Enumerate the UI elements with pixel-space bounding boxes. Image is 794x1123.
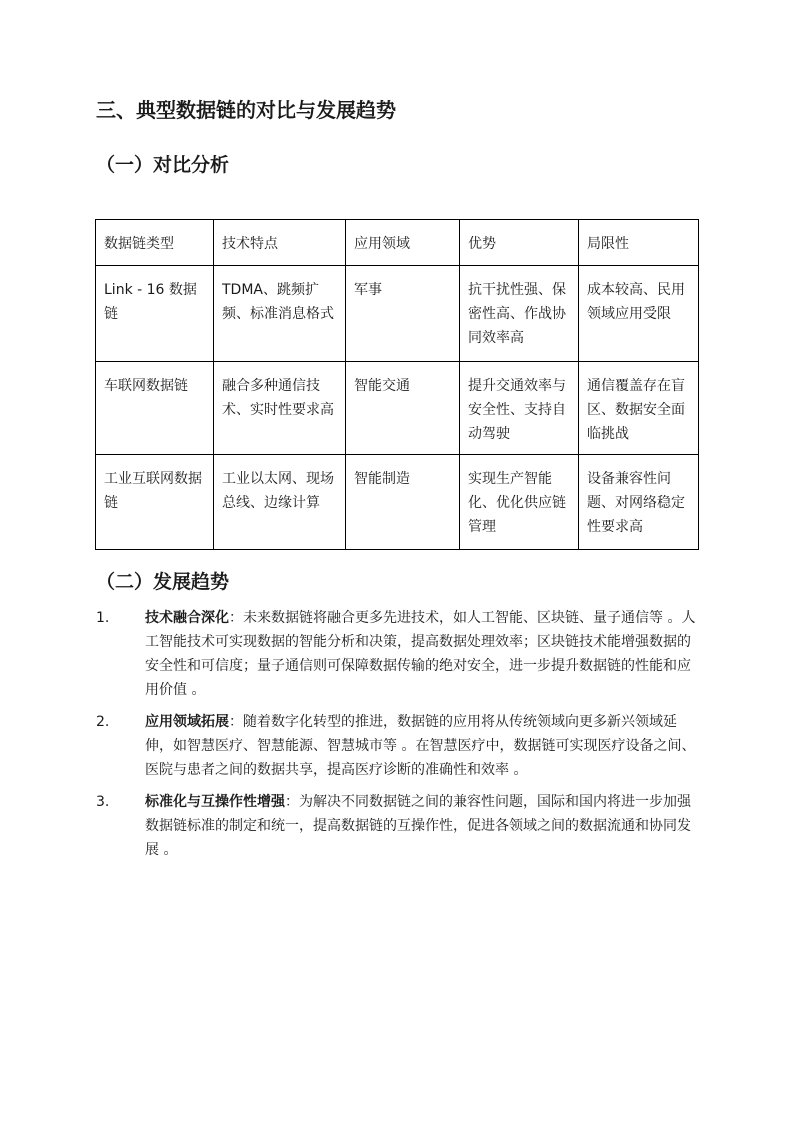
list-item-separator: ：	[229, 714, 243, 730]
table-cell: 智能交通	[346, 362, 460, 455]
table-row	[96, 362, 699, 455]
table-row	[96, 455, 699, 550]
table-cell: 工业以太网、现场总线、边缘计算	[214, 455, 346, 550]
list-item-text: 为解决不同数据链之间的兼容性问题，国际和国内将进一步加强数据链标准的制定和统一，提高数据链的互操作性，促进各领域之间的数据流通和协同发展 。	[145, 794, 691, 858]
list-item-number: 3.	[96, 794, 110, 810]
list-item-separator: ：	[229, 610, 243, 626]
table-row	[96, 266, 699, 362]
table-header-cell: 应用领域	[346, 220, 460, 266]
list-item-separator: ：	[285, 794, 299, 810]
table-header-row	[96, 220, 699, 266]
table-cell: 融合多种通信技术、实时性要求高	[214, 362, 346, 455]
list-item-text: 随着数字化转型的推进，数据链的应用将从传统领域向更多新兴领域延伸，如智慧医疗、智慧能源、智慧城市等 。在智慧医疗中，数据链可实现医疗设备之间、医院与患者之间的数据共享，提高医疗诊断的准确性和效率 。	[145, 714, 696, 778]
table-cell: 设备兼容性问题、对网络稳定性要求高	[579, 455, 699, 550]
list-item-term: 标准化与互操作性增强	[145, 794, 285, 810]
subsection-heading-trends: （二）发展趋势	[96, 571, 230, 593]
table-header-cell: 技术特点	[214, 220, 346, 266]
table-cell: 提升交通效率与安全性、支持自动驾驶	[460, 362, 579, 455]
table-cell: 智能制造	[346, 455, 460, 550]
table-cell: 成本较高、民用领域应用受限	[579, 266, 699, 362]
list-item-term: 技术融合深化	[145, 610, 229, 626]
trends-list	[96, 606, 700, 870]
section-heading: 三、典型数据链的对比与发展趋势	[96, 98, 396, 122]
table-cell: 车联网数据链	[96, 362, 214, 455]
table-cell: 工业互联网数据链	[96, 455, 214, 550]
list-item-number: 2.	[96, 714, 110, 730]
subsection-heading-compare: （一）对比分析	[96, 154, 230, 176]
table-header-cell: 局限性	[579, 220, 699, 266]
list-item-text: 未来数据链将融合更多先进技术，如人工智能、区块链、量子通信等 。人工智能技术可实现数据的智能分析和决策，提高数据处理效率；区块链技术能增强数据的安全性和可信度；量子通信则可保障数据传输的绝对安全，进一步提升数据链的性能和应用价值 。	[145, 610, 696, 698]
list-item	[96, 790, 700, 862]
comparison-table	[95, 219, 699, 550]
list-item	[96, 606, 700, 702]
table-cell: 抗干扰性强、保密性高、作战协同效率高	[460, 266, 579, 362]
list-item	[96, 710, 700, 782]
list-item-term: 应用领域拓展	[145, 714, 229, 730]
list-item-number: 1.	[96, 610, 110, 626]
table-cell: 通信覆盖存在盲区、数据安全面临挑战	[579, 362, 699, 455]
table-cell: TDMA、跳频扩频、标准消息格式	[214, 266, 346, 362]
table-header-cell: 数据链类型	[96, 220, 214, 266]
table-cell: 实现生产智能化、优化供应链管理	[460, 455, 579, 550]
table-cell: 军事	[346, 266, 460, 362]
table-header-cell: 优势	[460, 220, 579, 266]
table-cell: Link - 16 数据链	[96, 266, 214, 362]
